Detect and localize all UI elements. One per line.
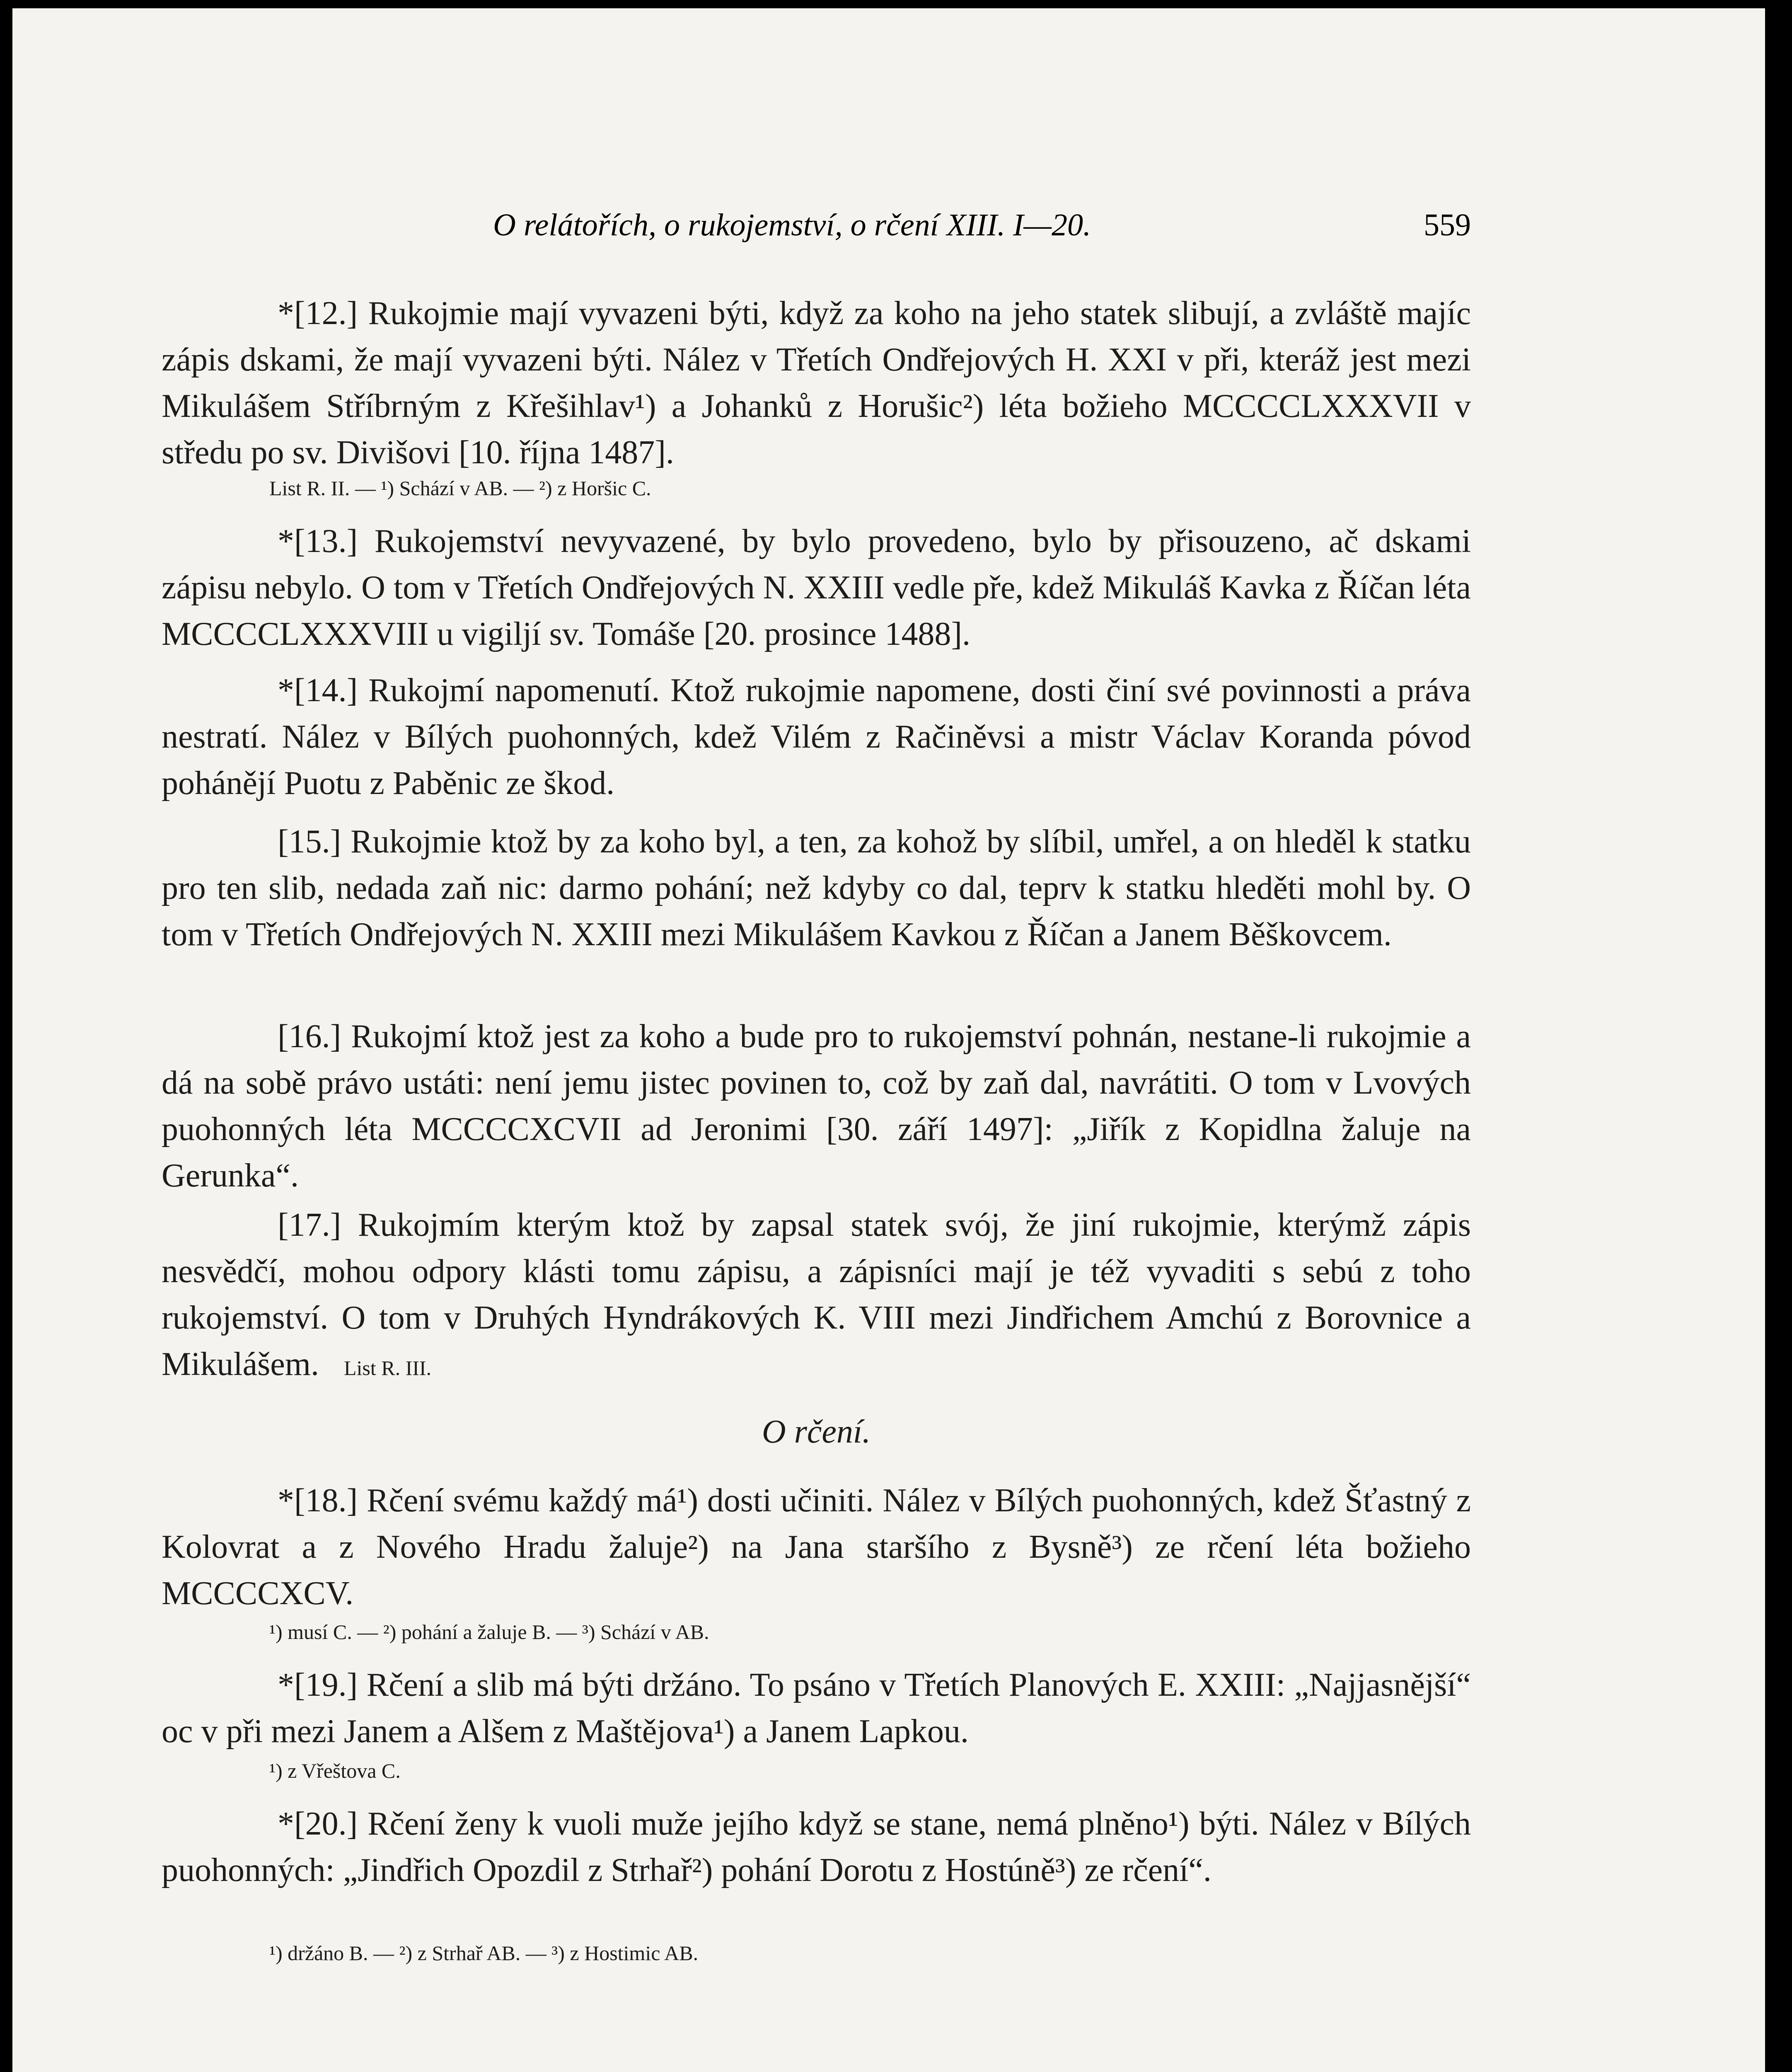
footnotes-12: ¹) Schází v AB. — ²) z Horšic C. bbox=[381, 477, 651, 500]
paragraph-17-text: [17.] Rukojmím kterým ktož by zapsal statek svój, že jiní rukojmie, kterýmž zápis nesvědčí, mohou odpory klásti tomu zápisu, a zápisníci mají je též vyvaditi s sebú z toho rukojemství. O tom v Druhých Hyndrákových K. VIII mezi Jindřichem Amchú z Borovnice a Mikulášem. bbox=[162, 1207, 1471, 1382]
paragraph-18: *[18.] Rčení svému každý má¹) dosti učiniti. Nález v Bílých puohonných, kdež Šťastný z Kolovrat a z Nového Hradu žaluje²) na Jana staršího z Bysně³) ze rčení léta božieho MCCCCXCV. bbox=[162, 1482, 1471, 1612]
page bbox=[12, 8, 1765, 2072]
page-header bbox=[162, 207, 1471, 257]
paragraph-15: [15.] Rukojmie ktož by za koho byl, a ten, za kohož by slíbil, umřel, a on hleděl k statku pro ten slib, nedada zaň nic: darmo pohání; než kdyby co dal, teprv k statku hleděti mohl by. O tom v Třetích Ondřejových N. XXIII mezi Mikulášem Kavkou z Říčan a Janem Běškovcem. bbox=[162, 823, 1471, 953]
footnotes-19: ¹) z Vřeštova C. bbox=[269, 1759, 401, 1782]
paragraph-17 bbox=[162, 1202, 1471, 1391]
paragraph-16: [16.] Rukojmí ktož jest za koho a bude pro to rukojemství pohnán, nestane-li rukojmie a dá na sobě právo ustáti: není jemu jistec povinen to, což by zaň dal, navrátiti. O tom v Lvových puohonných léta MCCCCXCVII ad Jeronimi [30. září 1497]: „Jiřík z Kopidlna žaluje na Gerunka“. bbox=[162, 1018, 1471, 1194]
footnotes-20: ¹) držáno B. — ²) z Strhař AB. — ³) z Hostimic AB. bbox=[269, 1941, 699, 1965]
paragraph-13: *[13.] Rukojemství nevyvazené, by bylo provedeno, bylo by přisouzeno, ač dskami zápisu nebylo. O tom v Třetích Ondřejových N. XXIII vedle pře, kdež Mikuláš Kavka z Říčan léta MCCCCLXXXVIII u vigiljí sv. Tomáše [20. prosince 1488]. bbox=[162, 523, 1471, 652]
footnotes-18: ¹) musí C. — ²) pohání a žaluje B. — ³) Schází v AB. bbox=[269, 1620, 709, 1644]
list-reference: List R. III. bbox=[343, 1356, 432, 1380]
page-number: 559 bbox=[1424, 208, 1471, 242]
running-title: O relátořích, o rukojemství, o rčení XIII. I—20. bbox=[493, 208, 1091, 242]
paragraph-12: *[12.] Rukojmie mají vyvazeni býti, když za koho na jeho statek slibují, a zvláště majíc zápis dskami, že mají vyvazeni býti. Nález v Třetích Ondřejových H. XXI v při, kteráž jest mezi Mikulášem Stříbrným z Křešihlav¹) a Johanků z Horušic²) léta božieho MCCCCLXXXVII v středu po sv. Divišovi [10. října 1487]. bbox=[162, 295, 1471, 471]
paragraph-19: *[19.] Rčení a slib má býti držáno. To psáno v Třetích Planových E. XXIII: „Najjasnější“ oc v při mezi Janem a Alšem z Maštějova¹) a Janem Lapkou. bbox=[162, 1667, 1471, 1750]
paragraph-14: *[14.] Rukojmí napomenutí. Ktož rukojmie napomene, dosti činí své povinnosti a práva nestratí. Nález v Bílých puohonných, kdež Vilém z Račiněvsi a mistr Václav Koranda póvod pohánějí Puotu z Paběnic ze škod. bbox=[162, 672, 1471, 801]
footnote-line-12: List R. II. — ¹) Schází v AB. — ²) z Horšic C. bbox=[269, 477, 651, 500]
paragraph-20: *[20.] Rčení ženy k vuoli muže jejího když se stane, nemá plněno¹) býti. Nález v Bílých puohonných: „Jindřich Opozdil z Strhař²) pohání Dorotu z Hostúně³) ze rčení“. bbox=[162, 1806, 1471, 1888]
list-reference: List R. II. bbox=[269, 477, 350, 500]
section-heading: O rčení. bbox=[762, 1414, 871, 1450]
